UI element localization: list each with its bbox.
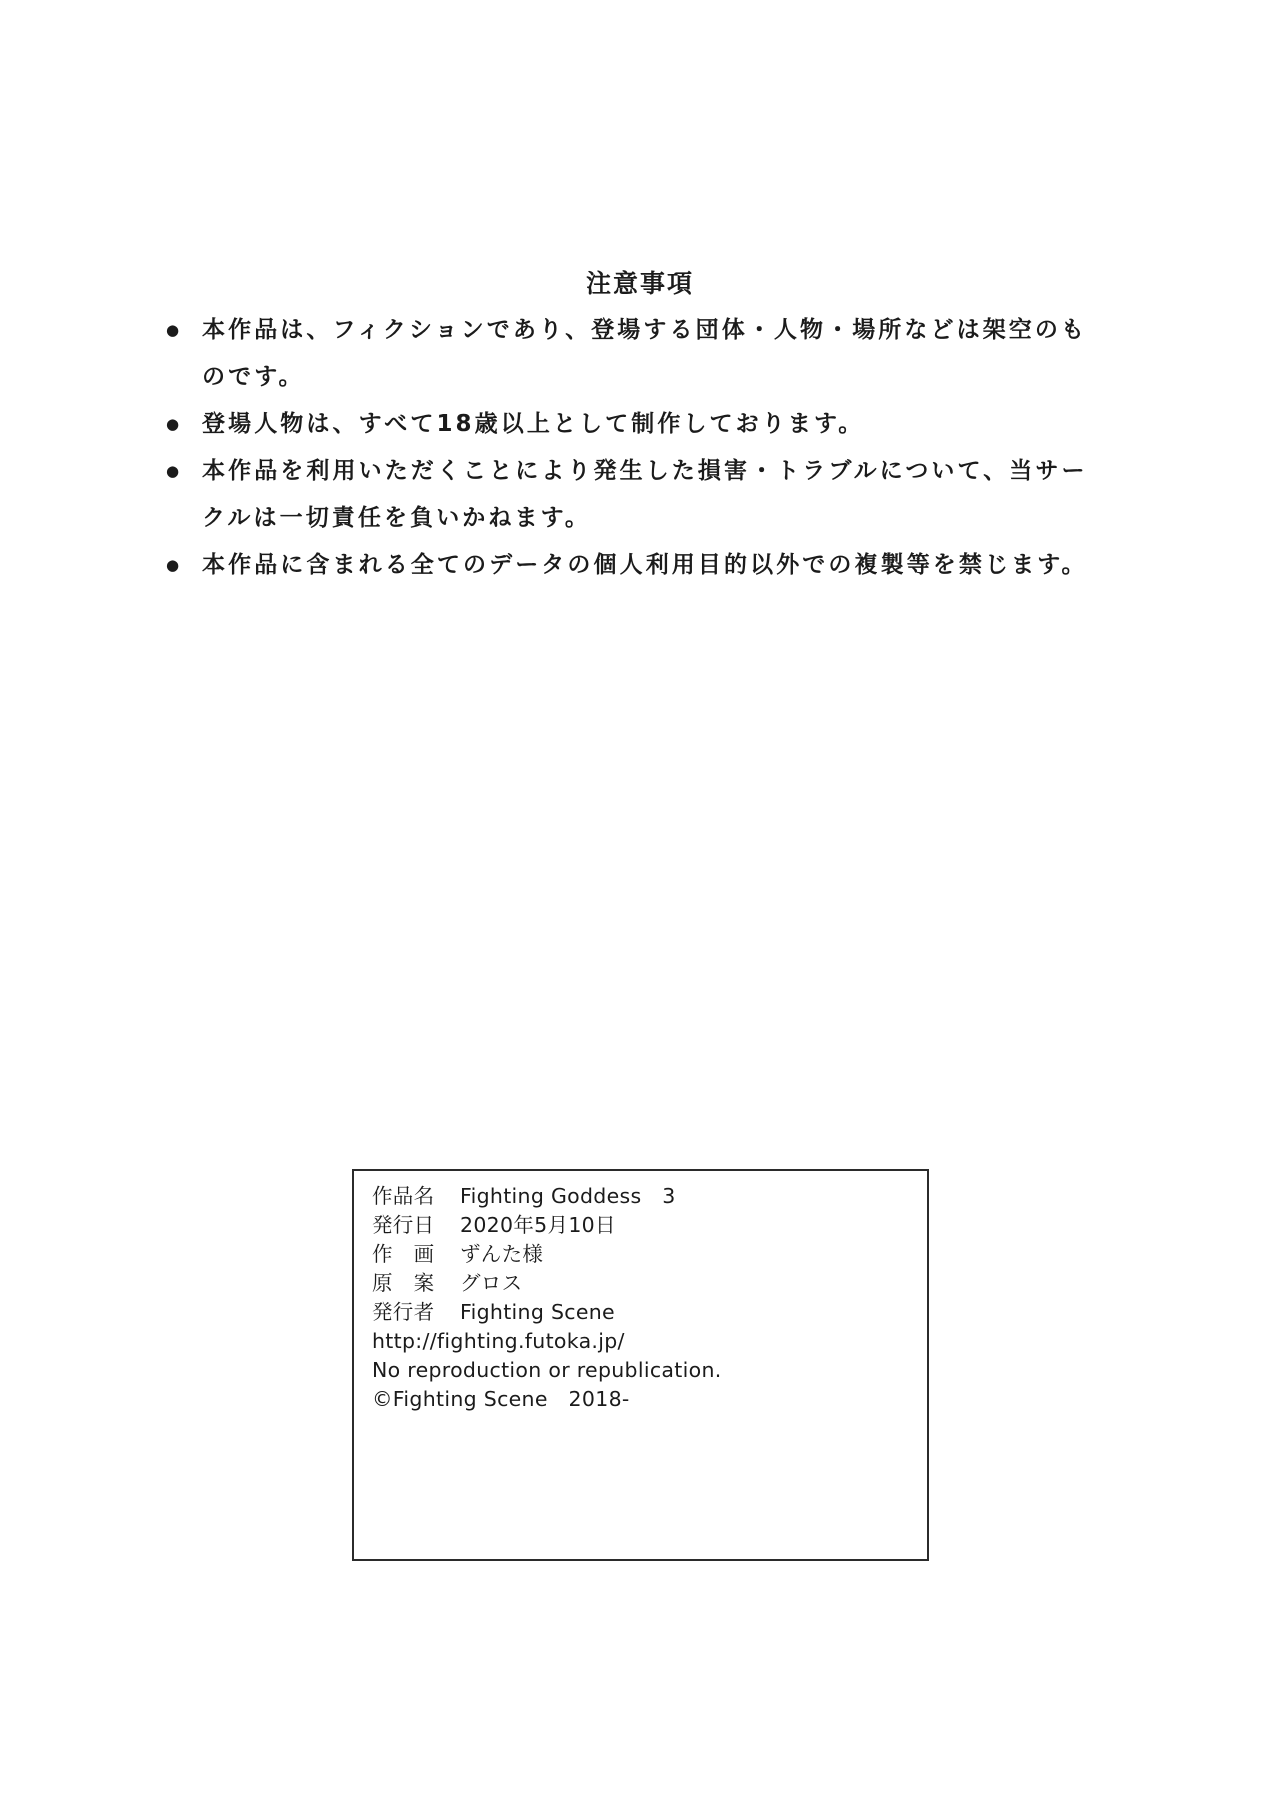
colophon-row-original-concept <box>372 1269 909 1298</box>
work-title: Fighting Goddess 3 <box>460 1184 676 1208</box>
notice-list <box>166 307 1126 589</box>
list-item <box>166 448 1126 542</box>
notice-line: 本作品に含まれる全てのデータの個人利用目的以外での複製等を禁じます。 <box>202 552 1088 578</box>
bullet-icon: ● <box>166 415 180 433</box>
colophon-row-artist <box>372 1240 909 1269</box>
artist-name: ずんた様 <box>460 1242 544 1266</box>
colophon-row-title <box>372 1182 909 1211</box>
colophon-row-publish-date <box>372 1211 909 1240</box>
colophon-label: 作品名 <box>372 1184 435 1208</box>
colophon-label: 発行者 <box>372 1300 435 1324</box>
colophon-row-publisher <box>372 1298 909 1327</box>
copyright-notice: ©Fighting Scene 2018- <box>372 1387 630 1411</box>
page-title: 注意事項 <box>585 269 694 298</box>
colophon-label: 原 案 <box>372 1271 435 1295</box>
website-url: http://fighting.futoka.jp/ <box>372 1329 625 1353</box>
publish-date: 2020年5月10日 <box>460 1213 616 1237</box>
colophon-label: 作 画 <box>372 1242 435 1266</box>
notice-line: クルは一切責任を負いかねます。 <box>202 505 591 531</box>
bullet-icon: ● <box>166 556 180 574</box>
notice-line: 本作品は、フィクションであり、登場する団体・人物・場所などは架空のも <box>202 317 1088 343</box>
notice-line: のです。 <box>202 364 305 390</box>
original-concept-name: グロス <box>460 1271 523 1295</box>
notice-line: 登場人物は、すべて18歳以上として制作しております。 <box>202 411 865 437</box>
notice-line: 本作品を利用いただくことにより発生した損害・トラブルについて、当サー <box>202 458 1088 484</box>
list-item <box>166 542 1126 589</box>
colophon-label: 発行日 <box>372 1213 435 1237</box>
list-item <box>166 307 1126 401</box>
publisher-name: Fighting Scene <box>460 1300 615 1324</box>
list-item <box>166 401 1126 448</box>
bullet-icon: ● <box>166 462 180 480</box>
reproduction-notice: No reproduction or republication. <box>372 1358 722 1382</box>
bullet-icon: ● <box>166 321 180 339</box>
colophon-box <box>352 1169 929 1561</box>
